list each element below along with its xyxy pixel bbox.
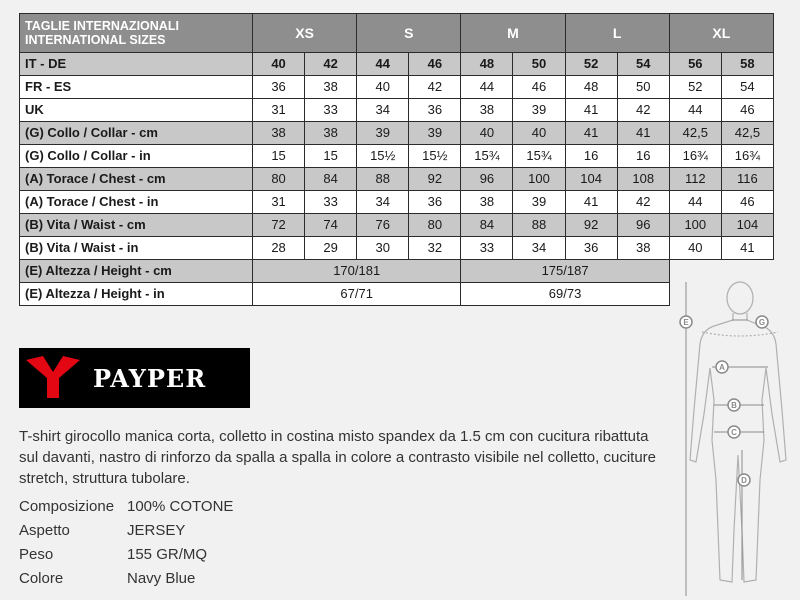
size-cell: 38 <box>305 122 357 145</box>
size-cell: 38 <box>617 237 669 260</box>
brand-name: PAYPER <box>93 363 207 393</box>
row-label: (B) Vita / Waist - in <box>20 237 253 260</box>
size-cell: 41 <box>721 237 773 260</box>
size-cell: 58 <box>721 53 773 76</box>
size-cell: 52 <box>565 53 617 76</box>
size-cell: 48 <box>565 76 617 99</box>
table-row <box>20 191 774 214</box>
marker-label: A <box>719 363 725 372</box>
size-cell: 100 <box>669 214 721 237</box>
size-cell: 96 <box>461 168 513 191</box>
size-cell: 16 <box>565 145 617 168</box>
body-measurement-figure <box>676 280 800 598</box>
spec-row <box>19 543 233 567</box>
row-label: (E) Altezza / Height - in <box>20 283 253 306</box>
height-cell: 67/71 <box>253 283 461 306</box>
table-row <box>20 53 774 76</box>
size-cell: 80 <box>409 214 461 237</box>
size-cell: 42,5 <box>669 122 721 145</box>
size-cell: 74 <box>305 214 357 237</box>
size-cell: 40 <box>513 122 565 145</box>
size-cell: 15 <box>253 145 305 168</box>
size-cell: 30 <box>357 237 409 260</box>
size-cell: 104 <box>565 168 617 191</box>
size-cell: 88 <box>513 214 565 237</box>
size-cell: 50 <box>617 76 669 99</box>
size-cell: 34 <box>357 191 409 214</box>
spec-key: Aspetto <box>19 522 70 539</box>
size-cell: 84 <box>305 168 357 191</box>
size-cell: 36 <box>565 237 617 260</box>
row-label: (A) Torace / Chest - in <box>20 191 253 214</box>
size-cell: 33 <box>305 191 357 214</box>
size-cell: 15½ <box>409 145 461 168</box>
size-cell: 36 <box>409 99 461 122</box>
size-cell: 39 <box>513 191 565 214</box>
size-cell: 41 <box>565 99 617 122</box>
size-cell: 33 <box>305 99 357 122</box>
size-cell: 40 <box>461 122 513 145</box>
size-cell: 84 <box>461 214 513 237</box>
size-cell: 92 <box>565 214 617 237</box>
size-cell: 15¾ <box>513 145 565 168</box>
size-cell: 48 <box>461 53 513 76</box>
size-cell: 41 <box>617 122 669 145</box>
table-row <box>20 76 774 99</box>
table-row <box>20 99 774 122</box>
size-cell: 54 <box>721 76 773 99</box>
size-cell: 54 <box>617 53 669 76</box>
size-cell: 33 <box>461 237 513 260</box>
size-cell: 38 <box>461 99 513 122</box>
spec-value: 100% COTONE <box>127 498 234 515</box>
size-cell: 100 <box>513 168 565 191</box>
size-cell: 42 <box>409 76 461 99</box>
size-cell: 39 <box>409 122 461 145</box>
size-cell: 44 <box>461 76 513 99</box>
product-description: T-shirt girocollo manica corta, colletto in costina misto spandex da 1.5 cm con cucitura ribattuta sul davanti, nastro di rinforzo da spalla a spalla in colore a contrasto visibile nel colletto, cuciture stretch, struttura tubolare. <box>19 428 657 487</box>
spec-key: Colore <box>19 570 64 587</box>
row-label: IT - DE <box>20 53 253 76</box>
size-cell: 31 <box>253 99 305 122</box>
size-cell: 46 <box>409 53 461 76</box>
size-cell: 15¾ <box>461 145 513 168</box>
size-group-s: S <box>357 14 461 53</box>
size-cell: 46 <box>721 99 773 122</box>
size-cell: 40 <box>253 53 305 76</box>
size-cell: 46 <box>721 191 773 214</box>
size-cell: 40 <box>669 237 721 260</box>
size-cell: 40 <box>357 76 409 99</box>
marker-label: C <box>731 428 737 437</box>
size-group-l: L <box>565 14 669 53</box>
size-cell: 28 <box>253 237 305 260</box>
spec-key: Peso <box>19 546 54 563</box>
size-cell: 42 <box>617 99 669 122</box>
marker-label: D <box>741 476 747 485</box>
spec-value: 155 GR/MQ <box>127 546 208 563</box>
size-cell: 108 <box>617 168 669 191</box>
row-label: (E) Altezza / Height - cm <box>20 260 253 283</box>
size-cell: 52 <box>669 76 721 99</box>
row-label: (B) Vita / Waist - cm <box>20 214 253 237</box>
spec-row <box>19 567 233 591</box>
row-label: UK <box>20 99 253 122</box>
size-cell: 39 <box>357 122 409 145</box>
size-cell: 15 <box>305 145 357 168</box>
size-cell: 42 <box>305 53 357 76</box>
size-cell: 44 <box>357 53 409 76</box>
size-cell: 16¾ <box>721 145 773 168</box>
size-cell: 44 <box>669 99 721 122</box>
size-cell: 16¾ <box>669 145 721 168</box>
size-cell: 42 <box>617 191 669 214</box>
size-cell: 50 <box>513 53 565 76</box>
size-cell: 92 <box>409 168 461 191</box>
size-cell: 116 <box>721 168 773 191</box>
table-header-row <box>20 14 774 53</box>
size-cell: 104 <box>721 214 773 237</box>
size-cell: 42,5 <box>721 122 773 145</box>
size-cell: 38 <box>461 191 513 214</box>
size-cell: 31 <box>253 191 305 214</box>
row-label: (G) Collo / Collar - cm <box>20 122 253 145</box>
payper-logo <box>19 348 250 408</box>
size-group-m: M <box>461 14 565 53</box>
size-cell: 34 <box>513 237 565 260</box>
size-cell: 39 <box>513 99 565 122</box>
table-title-line: INTERNATIONAL SIZES <box>25 33 166 47</box>
spec-row <box>19 519 233 543</box>
table-row <box>20 145 774 168</box>
size-group-xs: XS <box>253 14 357 53</box>
product-specs <box>19 495 233 591</box>
table-row <box>20 214 774 237</box>
row-label: (G) Collo / Collar - in <box>20 145 253 168</box>
marker-label: E <box>683 318 689 327</box>
height-row <box>20 260 774 283</box>
size-cell: 36 <box>253 76 305 99</box>
size-cell: 41 <box>565 122 617 145</box>
size-cell: 34 <box>357 99 409 122</box>
size-cell: 15½ <box>357 145 409 168</box>
payper-logo-icon <box>23 352 83 404</box>
size-cell: 72 <box>253 214 305 237</box>
size-cell: 112 <box>669 168 721 191</box>
size-group-xl: XL <box>669 14 773 53</box>
size-cell: 96 <box>617 214 669 237</box>
size-cell: 80 <box>253 168 305 191</box>
size-cell: 29 <box>305 237 357 260</box>
height-cell: 170/181 <box>253 260 461 283</box>
table-title <box>20 14 253 53</box>
size-cell: 38 <box>253 122 305 145</box>
size-cell: 38 <box>305 76 357 99</box>
size-table <box>19 13 774 306</box>
spec-value: Navy Blue <box>127 570 196 587</box>
table-title-line: TAGLIE INTERNAZIONALI <box>25 19 179 33</box>
table-row <box>20 168 774 191</box>
size-cell: 76 <box>357 214 409 237</box>
spec-key: Composizione <box>19 498 115 515</box>
size-cell: 36 <box>409 191 461 214</box>
measure-lines <box>686 282 768 596</box>
size-cell: 32 <box>409 237 461 260</box>
spec-row <box>19 495 233 519</box>
size-cell: 88 <box>357 168 409 191</box>
row-label: (A) Torace / Chest - cm <box>20 168 253 191</box>
height-row <box>20 283 774 306</box>
size-cell: 41 <box>565 191 617 214</box>
height-cell: 175/187 <box>461 260 669 283</box>
spec-value: JERSEY <box>127 522 186 539</box>
size-cell: 44 <box>669 191 721 214</box>
table-row <box>20 237 774 260</box>
height-cell: 69/73 <box>461 283 669 306</box>
size-cell: 16 <box>617 145 669 168</box>
table-row <box>20 122 774 145</box>
size-cell: 56 <box>669 53 721 76</box>
size-cell: 46 <box>513 76 565 99</box>
row-label: FR - ES <box>20 76 253 99</box>
marker-label: B <box>731 401 737 410</box>
marker-label: G <box>758 318 766 327</box>
